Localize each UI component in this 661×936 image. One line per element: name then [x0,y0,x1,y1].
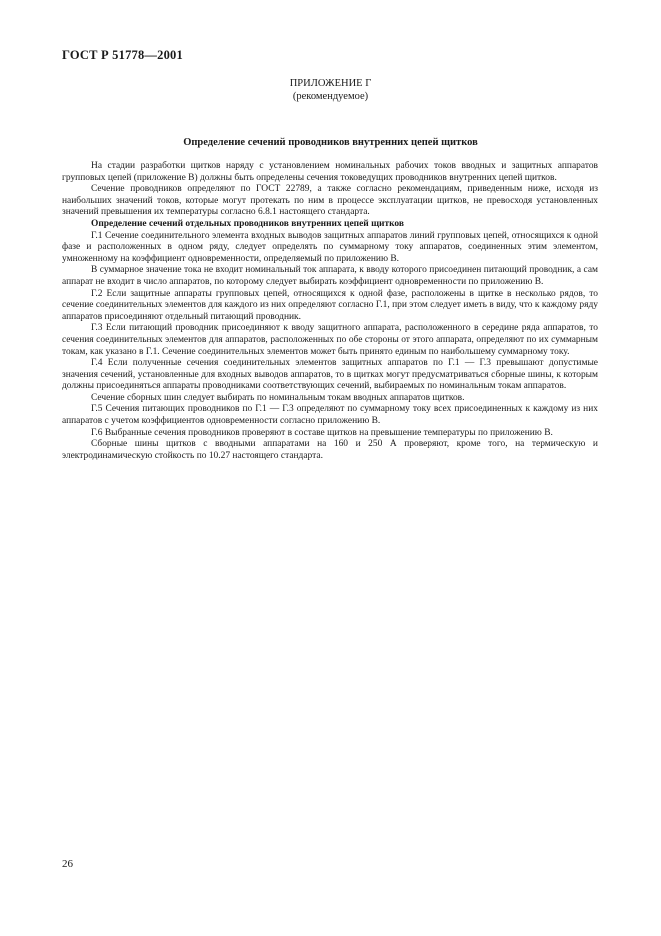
paragraph: Г.3 Если питающий проводник присоединяют к вводу защитного аппарата, расположенного в середине ряда аппаратов, то сечения соединительных элементов для аппаратов, расположенных по обе стороны от этого аппарата, определяют по их суммарным токам, как указано в Г.1. Сечение соединительных элементов может быть принято единым по наибольшему суммарному току. [62,323,598,357]
appendix-heading [0,77,661,103]
section-title: Определение сечений проводников внутренних цепей щитков [183,137,478,148]
paragraph: Г.5 Сечения питающих проводников по Г.1 — Г.3 определяют по суммарному току всех присоединенных к каждому из них аппаратов с учетом коэффициентов одновременности согласно приложению В. [62,404,598,427]
subheading: Определение сечений отдельных проводников внутренних цепей щитков [91,218,405,229]
paragraph: На стадии разработки щитков наряду с установлением номинальных рабочих токов вводных и защитных аппаратов групповых цепей (приложение В) должны быть определены сечения токоведущих проводников внутренних цепей щитков. [62,161,598,183]
appendix-title: ПРИЛОЖЕНИЕ Г [289,78,372,89]
paragraph: Г.1 Сечение соединительного элемента входных выводов защитных аппаратов линий групповых цепей, относящихся к одной фазе и расположенных в одном ряду, следует определять по суммарному току аппаратов, соединенных этим элементом, умноженному на коэффициент одновременности, определяемый по приложению В. [62,230,598,264]
paragraph: Сборные шины щитков с вводными аппаратами на 160 и 250 А проверяют, кроме того, на термическую и электродинамическую стойкость по 10.27 настоящего стандарта. [62,439,598,461]
appendix-subtitle: (рекомендуемое) [292,91,369,102]
page-number: 26 [62,858,73,870]
body-text [62,161,598,462]
document-id: ГОСТ Р 51778—2001 [62,48,183,62]
paragraph: Г.4 Если полученные сечения соединительных элементов защитных аппаратов по Г.1 — Г.3 превышают допустимые значения сечений, установленные для входных выводов аппаратов, то в щитках могут предусматриваться сборные шины, к которым должны присоединяться аппараты проводниками соответствующих сечений, выбираемых по номинальным токам аппаратов. [62,358,598,392]
paragraph: Г.6 Выбранные сечения проводников проверяют в составе щитков на превышение температуры по приложению В. [91,427,553,438]
paragraph: Сечение проводников определяют по ГОСТ 22789, а также согласно рекомендациям, приведенным ниже, исходя из наибольших значений токов, которые могут протекать по ним в процессе эксплуатации щитков, не превосходя установленных значений превышения их температуры согласно 6.8.1 настоящего стандарта. [62,184,598,218]
paragraph: Г.2 Если защитные аппараты групповых цепей, относящихся к одной фазе, расположены в щитке в несколько рядов, то сечение соединительных элементов для каждого из них определяют согласно Г.1, при этом следует иметь в виду, что к каждому ряду аппаратов присоединяют отдельный питающий проводник. [62,288,598,322]
paragraph: В суммарное значение тока не входит номинальный ток аппарата, к вводу которого присоединен питающий проводник, а сам аппарат не входит в число аппаратов, по которому следует выбирать коэффициент одновременности по приложению В. [62,265,598,287]
paragraph: Сечение сборных шин следует выбирать по номинальным токам вводных аппаратов щитков. [91,392,465,403]
